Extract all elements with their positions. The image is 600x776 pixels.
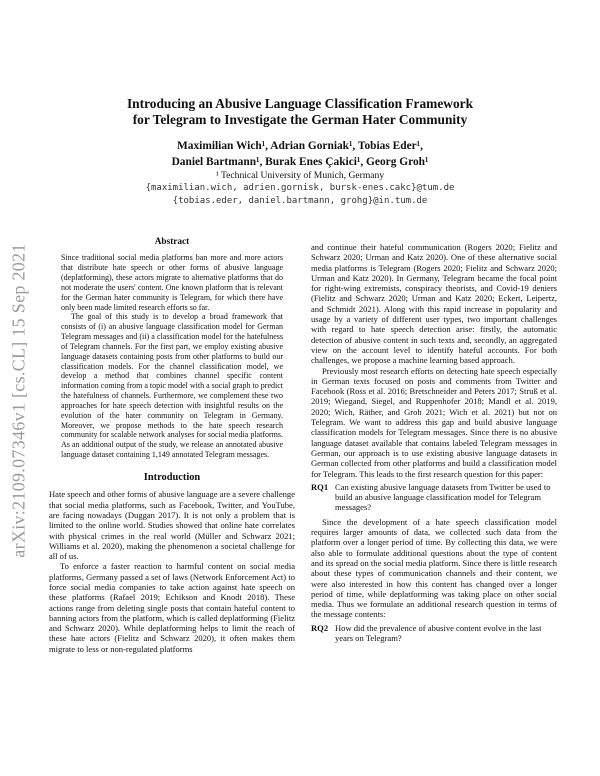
arxiv-stamp [6, 200, 32, 600]
abstract-body [49, 253, 295, 460]
title-line-2: for Telegram to Investigate the German Hater Community [132, 112, 468, 127]
research-question-2 [311, 623, 557, 644]
right-column [311, 242, 557, 647]
author-emails [60, 182, 540, 208]
authors-line-1: Maximilian Wich¹, Adrian Gorniak¹, Tobias Eder¹, [177, 140, 423, 152]
research-question-1 [311, 482, 557, 513]
emails-line-1: {maximilian.wich, adrien.gornisk, bursk-enes.cakc}@tum.de [145, 183, 455, 193]
paper-title [60, 96, 540, 128]
arxiv-stamp-text: arXiv:2109.07346v1 [cs.CL] 15 Sep 2021 [8, 242, 29, 558]
right-paragraph-2: Previously most research efforts on detecting hate speech especially in German texts focused on posts and comments from Twitter and Facebook (Ross et al. 2016; Bretschneider and Peters 2017; Struß et al. 2019; Wiegand, Siegel, and Ruppenhofer 2018; Mandl et al. 2019, 2020; Wich, Räther, and Groh 2021; Wich et al. 2021) but not on Telegram. We want to address this gap and build abusive language classification models for Telegram messages. Since there is no abusive language dataset available that contains labeled Telegram messages in German, our approach is to use existing abusive language datasets in German collected from other platforms and build a classification model for Telegram. This leads to the first research question for this paper: [311, 365, 557, 479]
title-line-1: Introducing an Abusive Language Classification Framework [126, 96, 474, 111]
introduction-heading: Introduction [143, 472, 201, 484]
right-paragraph-3: Since the development of a hate speech classification model requires larger amounts of data, we collected such data from the platform over a longer period of time. By collecting this data, we were also able to formulate additional questions about the type of content and its spread on the social media platform. Since there is little research about these types of communication channels and their content, we were also interested in how this content has changed over a longer period of time, while deplatforming was taking place on other social media. Thus we formulate an additional research question in terms of the message contents: [311, 516, 557, 620]
intro-paragraph-1: Hate speech and other forms of abusive language are a severe challenge that social media platforms, such as Facebook, Twitter, and YouTube, are facing nowadays (Duggan 2017). It is not only a problem that is limited to the online world. Studies showed that online hate correlates with physical crimes in the real world (Müller and Schwarz 2021; Williams et al. 2020), making the phenomenon a societal challenge for all of us. [49, 489, 295, 562]
intro-paragraph-2: To enforce a faster reaction to harmful content on social media platforms, Germany passed a set of laws (Network Enforcement Act) to force social media companies to take action against hate speech on these platforms (Rafael 2019; Echikson and Knodt 2018). These actions range from deleting single posts that contain hateful content to banning actors from the platform, which is called deplatforming (Fielitz and Schwarz 2020). While deplatforming helps to limit the reach of these hate actors (Fielitz and Schwarz 2020), it often makes them migrate to less or non-regulated platforms [49, 561, 295, 654]
abstract-paragraph-2: The goal of this study is to develop a broad framework that consists of (i) an abusive language classification model for German Telegram messages and (ii) a classification model for the hatefulness of Telegram channels. For the first part, we employ existing abusive language datasets containing posts from other platforms to build our classification models. For the channel classification model, we develop a method that combines channel specific content information coming from a topic model with a social graph to predict the hatefulness of channels. Furthermore, we complement these two approaches for hate speech detection with insightful results on the evolution of the hater community on Telegram in Germany. Moreover, we propose methods to the hate speech research community for scalable network analyses for social media platforms. As an additional output of the study, we release an annotated abusive language dataset containing 1,149 annotated Telegram messages. [61, 312, 283, 460]
authors-line-2: Daniel Bartmann¹, Burak Enes Çakici¹, Georg Groh¹ [171, 156, 429, 168]
abstract-paragraph-1: Since traditional social media platforms ban more and more actors that distribute hate speech or other forms of abusive language (deplatforming), these actors migrate to alternative platforms that do not moderate the users' content. One known platform that is relevant for the German hater community is Telegram, for which there have only been made limited research efforts so far. [61, 253, 283, 312]
right-paragraph-1: and continue their hateful communication (Rogers 2020; Fielitz and Schwarz 2020; Urman and Katz 2020). One of these alternative social media platforms is Telegram (Rogers 2020; Fielitz and Schwarz 2020; Urman and Katz 2020). In Germany, Telegram became the focal point for right-wing extremists, conspiracy theorists, and Covid-19 deniers (Fielitz and Schwarz 2020; Urman and Katz 2020; Eckert, Leipertz, and Schmidt 2021). Along with this rapid increase in popularity and usage by a variety of different user types, two important challenges with regard to hate speech detection arise: firstly, the automatic detection of abusive content in such texts and, secondly, an aggregated view on the account level to identify hateful accounts. For both challenges, we propose a machine learning based approach. [311, 242, 557, 366]
abstract-heading: Abstract [154, 237, 190, 247]
rq1-label: RQ1 [311, 481, 329, 492]
author-list [60, 138, 540, 170]
affiliation: ¹ Technical University of Munich, Germany [215, 170, 385, 181]
rq1-text: Can existing abusive language datasets from Twitter be used to build an abusive language classification model for Telegram messages? [335, 481, 551, 513]
rq2-label: RQ2 [311, 622, 329, 633]
emails-line-2: {tobias.eder, daniel.bartmann, grohg}@in.tum.de [172, 196, 428, 206]
left-column [49, 237, 295, 654]
rq2-text: How did the prevalence of abusive content evolve in the last years on Telegram? [335, 622, 542, 643]
